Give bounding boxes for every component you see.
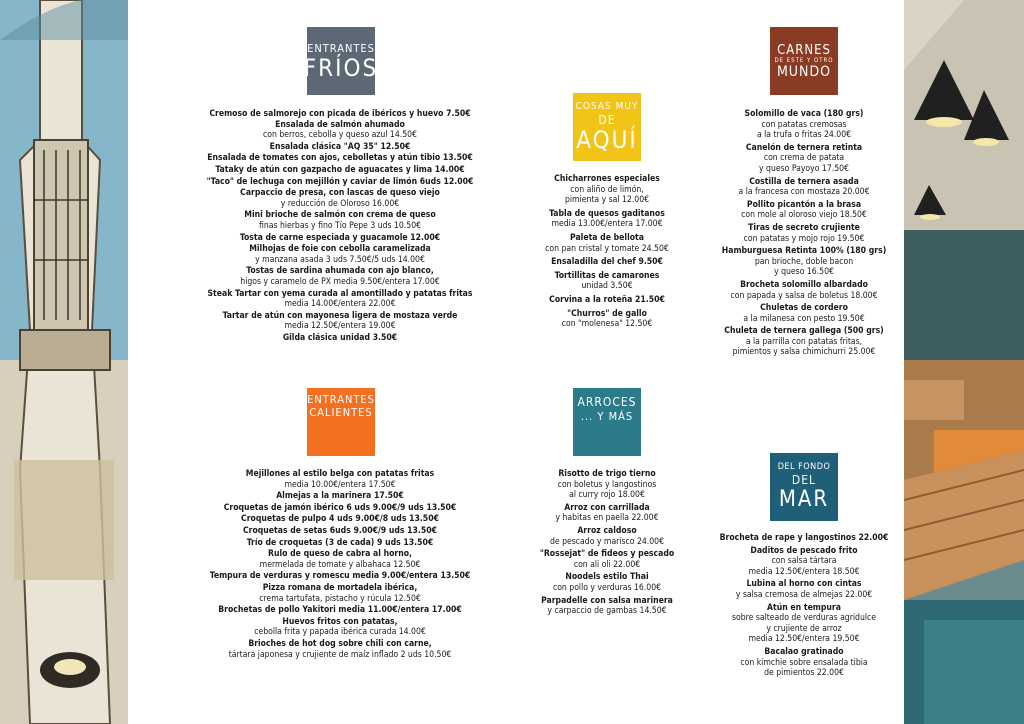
menu-item: Paleta de bellota xyxy=(570,232,644,243)
menu-item-detail: y crujiente de arroz xyxy=(766,623,842,634)
lighthouse-illustration xyxy=(0,0,128,724)
menu-item: Ensalada de salmón ahumado xyxy=(275,119,405,130)
section-title-line2: DE xyxy=(598,113,616,127)
menu-item-detail: media 13.00€/entera 17.00€ xyxy=(551,219,663,230)
menu-item: Steak Tartar con yema curada al amontillado y patatas fritas xyxy=(207,288,473,299)
section-title-carnes xyxy=(770,27,838,95)
menu-item: Ensalada de tomates con ajos, cebolletas y atún tibio 13.50€ xyxy=(207,153,473,164)
menu-item-detail: media 10.00€/entera 17.50€ xyxy=(284,479,396,490)
menu-list-entrantes-calientes xyxy=(180,469,500,660)
menu-item: Corvina a la roteña 21.50€ xyxy=(549,294,665,305)
menu-item-detail: con mole al oloroso viejo 18.50€ xyxy=(741,210,867,221)
menu-item: Mini brioche de salmón con crema de queso xyxy=(244,210,436,221)
menu-item: Parpadelle con salsa marinera xyxy=(541,595,673,606)
section-title-line1: DEL FONDO xyxy=(777,462,831,472)
menu-item: Lubina al horno con cintas xyxy=(746,579,862,590)
menu-item-detail: finas hierbas y fino Tío Pepe 3 uds 10.50€ xyxy=(258,220,422,231)
section-title-line3: MAR xyxy=(778,487,830,512)
menu-item-detail: a la milanesa con pesto 19.50€ xyxy=(743,313,865,324)
menu-item: Noodels estilo Thai xyxy=(565,572,649,583)
menu-item: Brocheta solomillo albardado xyxy=(740,279,868,290)
section-title-line1: COSAS MUY xyxy=(575,101,639,112)
menu-item-detail: con kimchie sobre ensalada tibia xyxy=(740,657,868,668)
menu-item: Costilla de ternera asada xyxy=(749,176,859,187)
menu-item-detail: con crema de patata xyxy=(763,153,845,164)
menu-item-detail: media 14.00€/entera 22.00€ xyxy=(284,299,396,310)
menu-item: Gilda clásica unidad 3.50€ xyxy=(282,332,398,343)
section-title-entrantes-frios xyxy=(303,27,379,95)
menu-item-detail: media 12.50€/entera 18.50€ xyxy=(748,566,860,577)
menu-item-detail: y carpaccio de gambas 14.50€ xyxy=(547,606,667,617)
menu-list-entrantes-frios xyxy=(180,109,500,343)
menu-item: Ensalada clásica "AQ 35" 12.50€ xyxy=(269,141,411,152)
menu-item: Ensaladilla del chef 9.50€ xyxy=(551,257,663,268)
menu-item-detail: a la parrilla con patatas fritas, xyxy=(745,336,863,347)
menu-item: Chicharrones especiales xyxy=(554,174,660,184)
section-title-line1: ENTRANTES xyxy=(307,41,375,55)
menu-item-detail: con aliño de limón, xyxy=(570,184,644,195)
section-title-line2: ... Y MÁS xyxy=(580,410,634,423)
menu-list-arroces xyxy=(512,469,702,617)
menu-item-detail: media 12.50€/entera 19.50€ xyxy=(748,634,860,645)
menu-item-detail: y manzana asada 3 uds 7.50€/5 uds 14.00€ xyxy=(255,254,425,265)
menu-item: Brioches de hot dog sobre chili con carne, xyxy=(248,638,432,649)
menu-item-detail: pimientos y salsa chimichurri 25.00€ xyxy=(732,347,876,358)
menu-item: Rulo de queso de cabra al horno, xyxy=(268,549,412,560)
menu-item-detail: higos y caramelo de PX media 9.50€/entera 17.00€ xyxy=(240,276,440,287)
section-title-line1: ARROCES xyxy=(577,395,637,409)
menu-item-detail: al curry rojo 18.00€ xyxy=(569,490,645,501)
menu-item: Carpaccio de presa, con lascas de queso viejo xyxy=(240,188,440,199)
menu-item: Tiras de secreto crujiente xyxy=(748,222,860,233)
menu-item-detail: pimienta y sal 12.00€ xyxy=(564,195,650,206)
menu-item-detail: con boletus y langostinos xyxy=(557,479,657,490)
menu-item-detail: media 12.50€/entera 19.00€ xyxy=(284,321,396,332)
right-artwork-panel xyxy=(904,0,1024,724)
section-title-line3: AQUÍ xyxy=(576,126,638,154)
menu-item: Solomillo de vaca (180 grs) xyxy=(744,109,864,119)
menu-item-detail: y queso 16.50€ xyxy=(774,267,834,278)
menu-item-detail: con patatas y mojo rojo 19.50€ xyxy=(743,233,865,244)
menu-item-detail: y habitas en paella 22.00€ xyxy=(555,513,659,524)
menu-item-detail: mermelada de tomate y albahaca 12.50€ xyxy=(259,559,421,570)
section-title-line2: CALIENTES xyxy=(309,406,373,419)
menu-item: Bacalao gratinado xyxy=(764,646,844,657)
menu-item-detail: unidad 3.50€ xyxy=(581,281,633,292)
menu-item: Atún en tempura xyxy=(767,602,841,613)
menu-item: Chuletas de cordero xyxy=(760,303,848,314)
menu-list-carnes xyxy=(706,109,902,358)
menu-item: Tosta de carne especiada y guacamole 12.00€ xyxy=(239,232,441,243)
menu-item-detail: y salsa cremosa de almejas 22.00€ xyxy=(735,589,873,600)
menu-item: Pizza romana de mortadela ibérica, xyxy=(262,582,418,593)
menu-item: Almejas a la marinera 17.50€ xyxy=(276,491,404,502)
menu-item: Mejillones al estilo belga con patatas fritas xyxy=(245,469,435,479)
menu-item-detail: tártara japonesa y crujiente de maíz inflado 2 uds 10.50€ xyxy=(228,649,452,660)
section-title-line2: FRÍOS xyxy=(303,53,379,82)
section-title-line1: CARNES xyxy=(777,42,831,58)
menu-item: "Taco" de lechuga con mejillón y caviar de limón 6uds 12.00€ xyxy=(206,176,474,187)
menu-item: "Churros" de gallo xyxy=(567,308,647,319)
section-title-line2: DEL xyxy=(791,473,817,487)
left-artwork-panel xyxy=(0,0,128,724)
menu-item: Tortillitas de camarones xyxy=(554,270,660,281)
menu-item-detail: con patatas cremosas xyxy=(761,119,847,130)
section-title-del-mar xyxy=(770,453,838,521)
menu-list-del-mar xyxy=(706,533,902,679)
section-title-arroces xyxy=(573,388,641,456)
menu-item-detail: con "molenesa" 12.50€ xyxy=(561,319,653,330)
menu-item: Canelón de ternera retinta xyxy=(745,142,863,153)
menu-item-detail: a la trufa o fritas 24.00€ xyxy=(756,130,852,141)
menu-item-detail: con berros, cebolla y queso azul 14.50€ xyxy=(263,130,417,141)
menu-item-detail: cebolla frita y papada ibérica curada 14.00€ xyxy=(254,627,426,638)
menu-item-detail: de pescado y marisco 24.00€ xyxy=(549,536,665,547)
menu-item: Trío de croquetas (3 de cada) 9 uds 13.50€ xyxy=(246,537,434,548)
menu-item: Chuleta de ternera gallega (500 grs) xyxy=(724,326,884,337)
menu-item: Tostas de sardina ahumada con ajo blanco, xyxy=(246,266,434,277)
menu-item: Cremoso de salmorejo con picada de ibéricos y huevo 7.50€ xyxy=(209,109,471,119)
menu-item-detail: sobre salteado de verduras agridulce xyxy=(731,613,877,624)
menu-item-detail: con pollo y verduras 16.00€ xyxy=(552,582,662,593)
menu-item: Tabla de quesos gaditanos xyxy=(549,208,665,219)
menu-item: Pollito picantón a la brasa xyxy=(746,199,862,210)
menu-item-detail: con salsa tártara xyxy=(771,556,837,567)
menu-item: Arroz caldoso xyxy=(577,525,637,536)
menu-item: Croquetas de pulpo 4 uds 9.00€/8 uds 13.50€ xyxy=(241,514,439,525)
menu-item-detail: con papada y salsa de boletus 18.00€ xyxy=(730,290,878,301)
menu-item: Tataky de atún con gazpacho de aguacates y lima 14.00€ xyxy=(215,164,465,175)
menu-item-detail: a la francesa con mostaza 20.00€ xyxy=(738,187,870,198)
menu-item: Brocheta de rape y langostinos 22.00€ xyxy=(719,533,889,543)
section-title-line2: DE ESTE Y OTRO xyxy=(774,56,834,64)
menu-item: Tartar de atún con mayonesa ligera de mostaza verde xyxy=(222,310,458,321)
menu-item: Huevos fritos con patatas, xyxy=(282,616,398,627)
menu-item: Hamburguesa Retinta 100% (180 grs) xyxy=(721,246,887,257)
restaurant-interior-illustration xyxy=(904,0,1024,724)
menu-item-detail: y reducción de Oloroso 16.00€ xyxy=(280,198,400,209)
section-title-cosas-de-aqui xyxy=(573,93,641,161)
menu-item-detail: y queso Payoyo 17.50€ xyxy=(759,163,849,174)
menu-item-detail: de pimientos 22.00€ xyxy=(764,668,844,679)
menu-item: Tempura de verduras y romescu media 9.00€/entera 13.50€ xyxy=(209,571,471,582)
section-title-entrantes-calientes xyxy=(307,388,375,456)
section-title-line1: ENTRANTES xyxy=(307,393,375,406)
menu-item: Risotto de trigo tierno xyxy=(558,469,656,479)
menu-item: Daditos de pescado frito xyxy=(750,545,858,556)
menu-item: Croquetas de setas 6uds 9.00€/9 uds 13.50€ xyxy=(242,525,438,536)
menu-item: Croquetas de jamón ibérico 6 uds 9.00€/9 uds 13.50€ xyxy=(223,502,457,513)
menu-item: "Rossejat" de fideos y pescado xyxy=(539,549,675,560)
menu-item-detail: crema tartufata, pistacho y rúcula 12.50€ xyxy=(259,593,421,604)
menu-item: Milhojas de foie con cebolla caramelizada xyxy=(249,244,431,255)
menu-item-detail: pan brioche, doble bacon xyxy=(754,256,854,267)
menu-item: Brochetas de pollo Yakitori media 11.00€/entera 17.00€ xyxy=(218,605,462,616)
menu-item-detail: con pan cristal y tomate 24.50€ xyxy=(545,243,669,254)
section-title-line3: MUNDO xyxy=(776,63,832,80)
menu-list-cosas-de-aqui xyxy=(512,174,702,330)
menu-item: Arroz con carrillada xyxy=(564,502,650,513)
menu-item-detail: con ali oli 22.00€ xyxy=(573,559,641,570)
